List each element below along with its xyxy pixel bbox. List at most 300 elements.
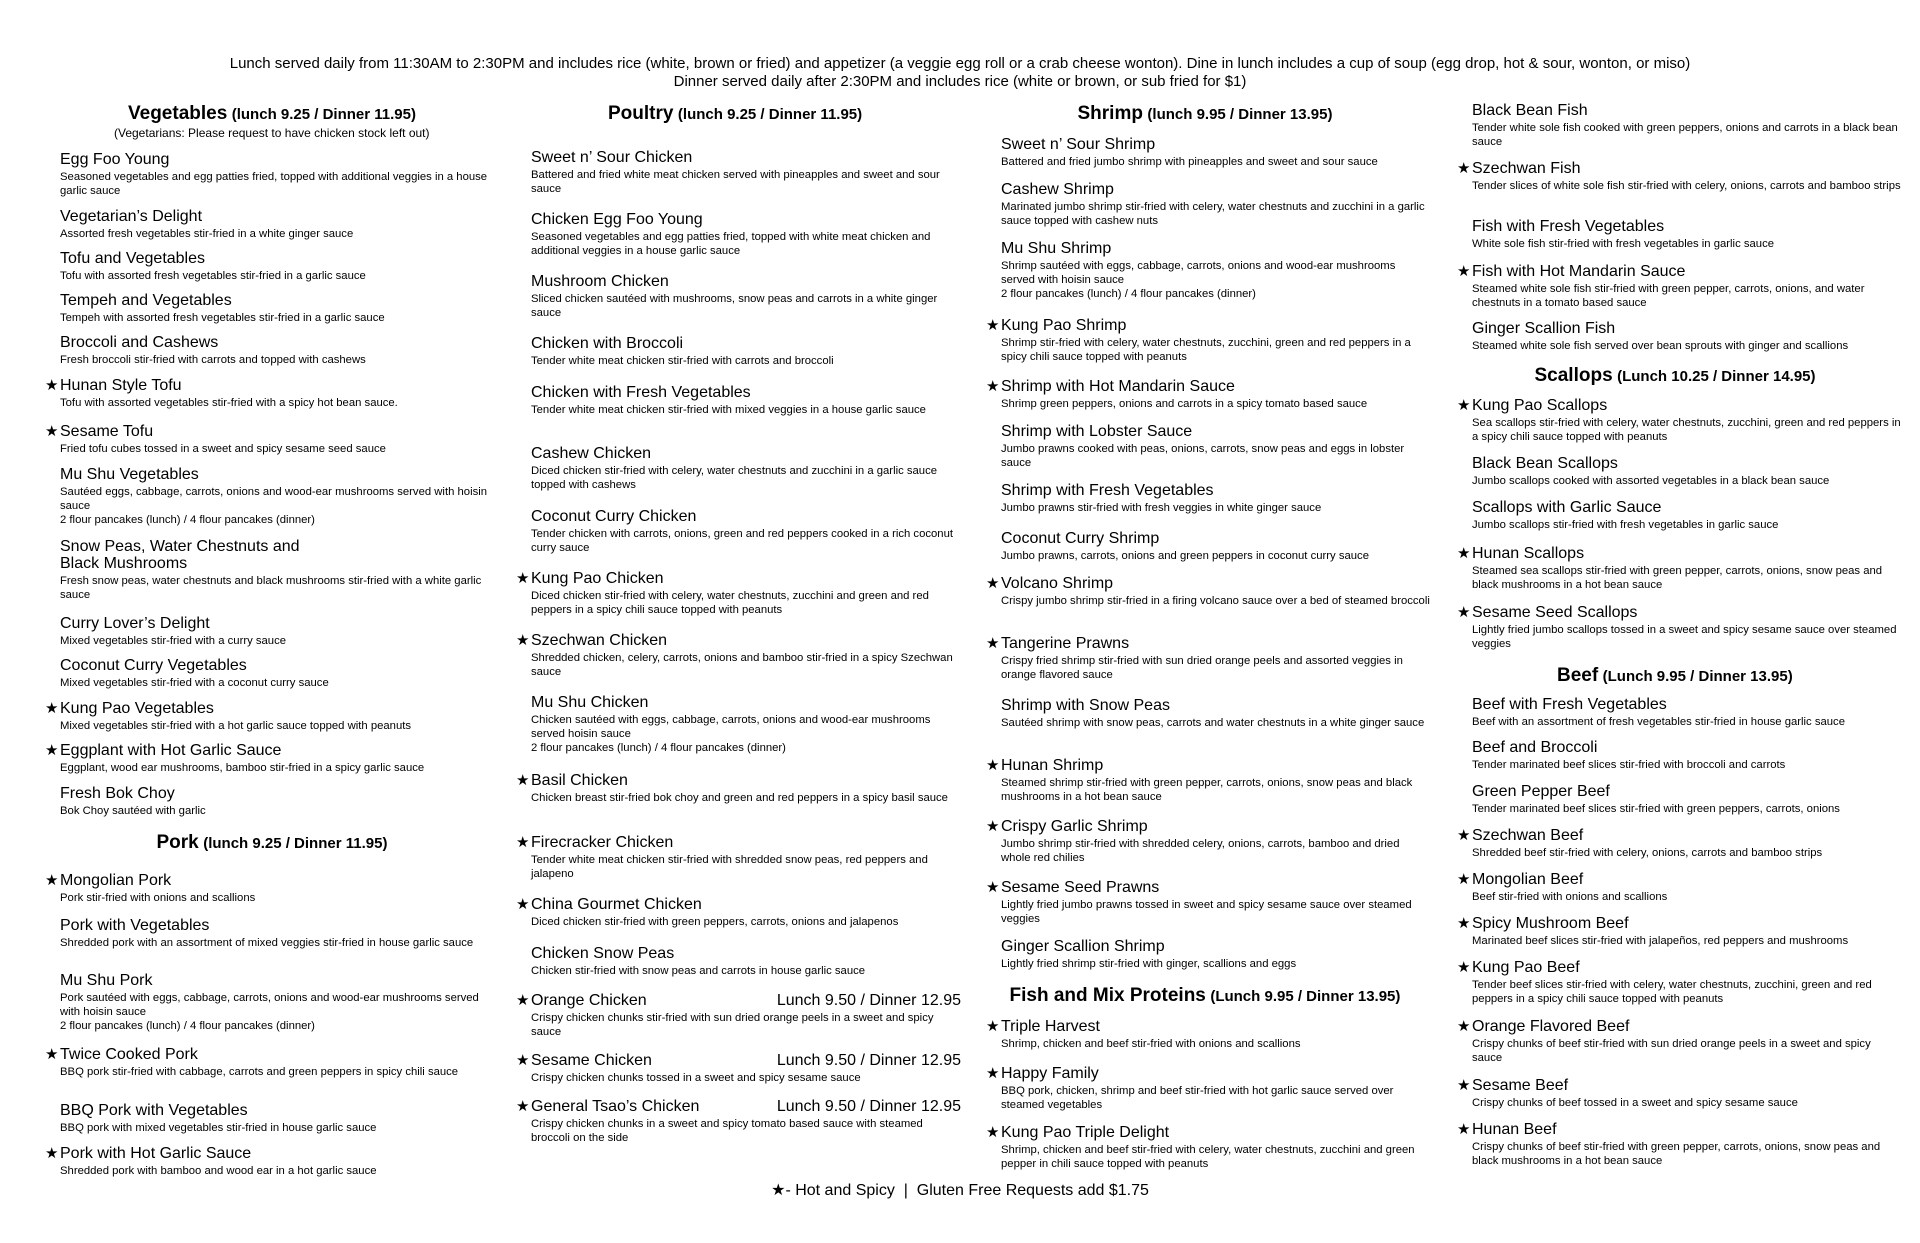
item-description: Jumbo prawns, carrots, onions and green peppers in coconut curry sauce bbox=[1001, 550, 1369, 562]
star-icon: ★ bbox=[1457, 959, 1471, 976]
star-icon: ★ bbox=[45, 872, 59, 889]
menu-item bbox=[986, 1065, 1431, 1112]
menu-item bbox=[60, 250, 490, 283]
star-icon: ★ bbox=[986, 1065, 1000, 1082]
item-name bbox=[531, 273, 961, 290]
item-description: Steamed sea scallops stir-fried with green pepper, carrots, onions, snow peas and black mushrooms in a hot bean sauce bbox=[1472, 565, 1883, 591]
item-title: Mongolian Beef bbox=[1472, 871, 1584, 888]
menu-item bbox=[1472, 499, 1902, 532]
menu-item bbox=[60, 785, 490, 818]
menu-item bbox=[531, 694, 961, 755]
item-title: Cashew Chicken bbox=[531, 445, 652, 462]
menu-item bbox=[1457, 915, 1902, 948]
item-name bbox=[1001, 136, 1431, 153]
menu-item bbox=[45, 1046, 490, 1079]
dinner-info: Dinner served daily after 2:30PM and includes rice (white or brown, or sub fried for $1) bbox=[673, 73, 1247, 90]
item-description: White sole fish stir-fried with fresh vegetables in garlic sauce bbox=[1472, 238, 1775, 250]
item-description: Crispy chunks of beef tossed in a sweet and spicy sesame sauce bbox=[1472, 1097, 1798, 1109]
item-description: Sliced chicken sautéed with mushrooms, snow peas and carrots in a white ginger sauce bbox=[531, 293, 938, 319]
item-name bbox=[516, 992, 961, 1009]
menu-item bbox=[45, 872, 490, 905]
item-description: Lightly fried jumbo scallops tossed in a sweet and spicy sesame sauce over steamed veggies bbox=[1472, 624, 1897, 650]
item-name bbox=[516, 896, 961, 913]
menu-item bbox=[1472, 455, 1902, 488]
item-description: Shrimp stir-fried with celery, water chestnuts, zucchini, green and red peppers in a spicy chili sauce topped with peanuts bbox=[1001, 337, 1411, 363]
item-description: Beef with an assortment of fresh vegetables stir-fried in house garlic sauce bbox=[1472, 716, 1845, 728]
star-icon: ★ bbox=[516, 570, 530, 587]
item-description: Assorted fresh vegetables stir-fried in a white ginger sauce bbox=[60, 228, 354, 240]
menu-item bbox=[1001, 697, 1431, 730]
item-title: Kung Pao Beef bbox=[1472, 959, 1580, 976]
item-name bbox=[60, 785, 490, 802]
item-title: Black Bean Scallops bbox=[1472, 455, 1618, 472]
item-name bbox=[60, 334, 490, 351]
item-description: Jumbo scallops cooked with assorted vegetables in a black bean sauce bbox=[1472, 475, 1830, 487]
star-icon: ★ bbox=[1457, 827, 1471, 844]
item-name bbox=[516, 834, 961, 851]
menu-item bbox=[531, 445, 961, 492]
star-icon: ★ bbox=[1457, 263, 1471, 280]
menu-item bbox=[1457, 871, 1902, 904]
item-name bbox=[45, 377, 490, 394]
section-title bbox=[1535, 365, 1816, 387]
item-description: Diced chicken stir-fried with celery, water chestnuts, zucchini and green and red peppers in a spicy chili sauce topped with peanuts bbox=[531, 590, 929, 616]
item-description: Jumbo scallops stir-fried with fresh vegetables in garlic sauce bbox=[1472, 519, 1779, 531]
section-name: Poultry bbox=[608, 103, 674, 124]
menu-item bbox=[45, 423, 490, 456]
item-title: Szechwan Beef bbox=[1472, 827, 1584, 844]
item-title: Hunan Style Tofu bbox=[60, 377, 182, 394]
item-title: Vegetarian’s Delight bbox=[60, 208, 203, 225]
item-title: Happy Family bbox=[1001, 1065, 1099, 1082]
item-name bbox=[60, 972, 490, 989]
item-title: Eggplant with Hot Garlic Sauce bbox=[60, 742, 282, 759]
star-icon: ★ bbox=[1457, 915, 1471, 932]
item-title: Kung Pao Vegetables bbox=[60, 700, 214, 717]
item-description: Shrimp, chicken and beef stir-fried with onions and scallions bbox=[1001, 1038, 1301, 1050]
item-description: Tender white meat chicken stir-fried with mixed veggies in a house garlic sauce bbox=[531, 404, 926, 416]
item-description: Shredded pork with bamboo and wood ear in a hot garlic sauce bbox=[60, 1165, 377, 1177]
item-description: Fried tofu cubes tossed in a sweet and spicy sesame seed sauce bbox=[60, 443, 386, 455]
star-icon: ★ bbox=[986, 879, 1000, 896]
item-name bbox=[1457, 604, 1902, 621]
item-description: BBQ pork stir-fried with cabbage, carrots and green peppers in spicy chili sauce bbox=[60, 1066, 459, 1078]
item-name bbox=[45, 1145, 490, 1162]
item-title: Kung Pao Shrimp bbox=[1001, 317, 1127, 334]
item-title: Egg Foo Young bbox=[60, 151, 170, 168]
section-name: Fish and Mix Proteins bbox=[1009, 985, 1206, 1006]
item-name bbox=[60, 250, 490, 267]
star-icon: ★ bbox=[516, 1052, 530, 1069]
menu-item bbox=[45, 377, 490, 410]
menu-item bbox=[1457, 604, 1902, 651]
item-title: Twice Cooked Pork bbox=[60, 1046, 198, 1063]
menu-item bbox=[1457, 1018, 1902, 1065]
menu-item bbox=[1001, 530, 1431, 563]
item-title: Curry Lover’s Delight bbox=[60, 615, 210, 632]
star-icon: ★ bbox=[1457, 160, 1471, 177]
section-title bbox=[608, 103, 862, 125]
menu-item bbox=[1457, 1121, 1902, 1168]
menu-item bbox=[1457, 1077, 1902, 1110]
section-price: (Lunch 9.95 / Dinner 13.95) bbox=[1602, 668, 1793, 685]
star-icon: ★ bbox=[45, 742, 59, 759]
menu-item bbox=[1457, 263, 1902, 310]
item-title: Crispy Garlic Shrimp bbox=[1001, 818, 1148, 835]
item-description: Lightly fried jumbo prawns tossed in sweet and spicy sesame sauce over steamed veggies bbox=[1001, 899, 1412, 925]
menu-item bbox=[986, 635, 1431, 682]
item-description: Tender beef slices stir-fried with celery, water chestnuts, zucchini, green and red peppers in a spicy chili sauce topped with peanuts bbox=[1472, 979, 1872, 1005]
star-icon: ★ bbox=[1457, 1077, 1471, 1094]
item-title: Broccoli and Cashews bbox=[60, 334, 219, 351]
item-title: Sesame Seed Scallops bbox=[1472, 604, 1638, 621]
item-name bbox=[531, 694, 961, 711]
item-description: Tender marinated beef slices stir-fried with green peppers, carrots, onions bbox=[1472, 803, 1840, 815]
menu-item bbox=[516, 1098, 961, 1145]
lunch-info: Lunch served daily from 11:30AM to 2:30PM and includes rice (white, brown or fried) and appetizer (a veggie egg roll or a crab cheese wonton). Dine in lunch includes a cup of soup (egg drop, hot & sour, wonton, or miso) bbox=[229, 55, 1691, 72]
menu-item bbox=[1001, 423, 1431, 470]
item-title: Spicy Mushroom Beef bbox=[1472, 915, 1629, 932]
item-description: Seasoned vegetables and egg patties fried, topped with white meat chicken and additional veggies in a house garlic sauce bbox=[531, 231, 931, 257]
item-description: Beef stir-fried with onions and scallions bbox=[1472, 891, 1668, 903]
menu-item bbox=[45, 742, 490, 775]
item-description: Crispy chunks of beef stir-fried with sun dried orange peels in a sweet and spicy sauce bbox=[1472, 1038, 1871, 1064]
item-title: Kung Pao Scallops bbox=[1472, 397, 1608, 414]
menu-item bbox=[1472, 320, 1902, 353]
item-description: Chicken breast stir-fried bok choy and green and red peppers in a spicy basil sauce bbox=[531, 792, 948, 804]
item-name bbox=[986, 757, 1431, 774]
item-title: Sweet n’ Sour Shrimp bbox=[1001, 136, 1156, 153]
item-description: Steamed shrimp stir-fried with green pepper, carrots, onions, snow peas and black mushrooms in a hot bean sauce bbox=[1001, 777, 1413, 803]
item-description: Lightly fried shrimp stir-fried with ginger, scallions and eggs bbox=[1001, 958, 1297, 970]
item-name bbox=[60, 292, 490, 309]
item-title: Sesame Seed Prawns bbox=[1001, 879, 1160, 896]
menu-item bbox=[60, 292, 490, 325]
menu-item bbox=[60, 615, 490, 648]
section-title bbox=[1078, 103, 1333, 125]
section-title bbox=[157, 832, 388, 854]
menu-item bbox=[986, 1124, 1431, 1171]
item-name bbox=[1457, 545, 1902, 562]
item-title: China Gourmet Chicken bbox=[531, 896, 702, 913]
item-name bbox=[1001, 240, 1431, 257]
item-title: Mu Shu Pork bbox=[60, 972, 153, 989]
menu-item bbox=[1457, 827, 1902, 860]
section-note: (Vegetarians: Please request to have chicken stock left out) bbox=[114, 126, 430, 140]
section-price: (Lunch 10.25 / Dinner 14.95) bbox=[1617, 368, 1816, 385]
item-title: Kung Pao Triple Delight bbox=[1001, 1124, 1170, 1141]
item-description: Battered and fried white meat chicken served with pineapples and sweet and sour sauce bbox=[531, 169, 940, 195]
section-price: (lunch 9.25 / Dinner 11.95) bbox=[231, 106, 416, 123]
item-description: Sautéed shrimp with snow peas, carrots and water chestnuts in a white ginger sauce bbox=[1001, 717, 1425, 729]
menu-item bbox=[531, 508, 961, 555]
menu-item bbox=[45, 1145, 490, 1178]
item-description: Diced chicken stir-fried with green peppers, carrots, onions and jalapenos bbox=[531, 916, 899, 928]
menu-item bbox=[516, 992, 961, 1039]
item-description: Eggplant, wood ear mushrooms, bamboo stir-fried in a spicy garlic sauce bbox=[60, 762, 425, 774]
item-name bbox=[1472, 696, 1902, 713]
item-title: Tangerine Prawns bbox=[1001, 635, 1130, 652]
section-name: Beef bbox=[1557, 665, 1599, 686]
menu-item bbox=[986, 818, 1431, 865]
item-description: Shrimp green peppers, onions and carrots in a spicy tomato based sauce bbox=[1001, 398, 1368, 410]
menu-item bbox=[986, 757, 1431, 804]
item-name bbox=[1457, 1018, 1902, 1035]
menu-item bbox=[516, 772, 961, 805]
item-description: Sautéed eggs, cabbage, carrots, onions and wood-ear mushrooms served with hoisin sauce bbox=[60, 486, 488, 512]
menu-item bbox=[516, 632, 961, 679]
section-price: (Lunch 9.95 / Dinner 13.95) bbox=[1210, 988, 1401, 1005]
star-icon: ★ bbox=[986, 317, 1000, 334]
star-icon: ★ bbox=[1457, 1121, 1471, 1138]
item-name bbox=[531, 211, 961, 228]
section-name: Scallops bbox=[1534, 365, 1613, 386]
item-name bbox=[45, 1046, 490, 1063]
item-title: Szechwan Fish bbox=[1472, 160, 1581, 177]
item-description: Seasoned vegetables and egg patties fried, topped with additional veggies in a house garlic sauce bbox=[60, 171, 488, 197]
section-name: Shrimp bbox=[1077, 103, 1143, 124]
item-description: Mixed vegetables stir-fried with a coconut curry sauce bbox=[60, 677, 329, 689]
item-description: Battered and fried jumbo shrimp with pineapples and sweet and sour sauce bbox=[1001, 156, 1378, 168]
item-description: BBQ pork with mixed vegetables stir-fried in house garlic sauce bbox=[60, 1122, 377, 1134]
menu-item bbox=[1001, 482, 1431, 515]
item-title: Shrimp with Snow Peas bbox=[1001, 697, 1170, 714]
menu-item bbox=[1001, 136, 1431, 169]
item-title: Orange Chicken bbox=[531, 992, 647, 1009]
menu-item bbox=[60, 538, 490, 602]
star-icon: ★ bbox=[45, 1145, 59, 1162]
item-title: Fish with Fresh Vegetables bbox=[1472, 218, 1665, 235]
menu-item bbox=[60, 208, 490, 241]
item-name bbox=[531, 384, 961, 401]
menu-item bbox=[986, 317, 1431, 364]
item-title: Shrimp with Hot Mandarin Sauce bbox=[1001, 378, 1235, 395]
item-description: Steamed white sole fish served over bean sprouts with ginger and scallions bbox=[1472, 340, 1849, 352]
menu-header bbox=[0, 55, 1920, 91]
star-icon: ★ bbox=[1457, 1018, 1471, 1035]
item-title: Beef with Fresh Vegetables bbox=[1472, 696, 1667, 713]
item-title: Chicken with Fresh Vegetables bbox=[531, 384, 751, 401]
star-icon: ★ bbox=[986, 1124, 1000, 1141]
menu-item bbox=[1001, 938, 1431, 971]
menu-item bbox=[1001, 181, 1431, 228]
menu-item bbox=[986, 378, 1431, 411]
menu-item bbox=[516, 896, 961, 929]
item-title: Beef and Broccoli bbox=[1472, 739, 1598, 756]
item-name bbox=[60, 615, 490, 632]
item-price: Lunch 9.50 / Dinner 12.95 bbox=[776, 1098, 961, 1115]
menu-item bbox=[1472, 739, 1902, 772]
item-name bbox=[986, 1018, 1431, 1035]
item-title: Mongolian Pork bbox=[60, 872, 172, 889]
menu-item bbox=[1472, 696, 1902, 729]
menu-item bbox=[60, 466, 490, 527]
item-title: Sweet n’ Sour Chicken bbox=[531, 149, 693, 166]
item-title: Coconut Curry Vegetables bbox=[60, 657, 247, 674]
star-icon: ★ bbox=[1457, 871, 1471, 888]
item-description: Crispy chicken chunks tossed in a sweet and spicy sesame sauce bbox=[531, 1072, 861, 1084]
star-icon: ★ bbox=[986, 575, 1000, 592]
item-name bbox=[1457, 397, 1902, 414]
menu-item bbox=[531, 384, 961, 417]
footer-legend: - Hot and Spicy | Gluten Free Requests add $1.75 bbox=[785, 1182, 1149, 1199]
item-name bbox=[986, 818, 1431, 835]
item-description: Tender marinated beef slices stir-fried with broccoli and carrots bbox=[1472, 759, 1786, 771]
item-description: Crispy chunks of beef stir-fried with green pepper, carrots, onions, snow peas and black mushrooms in a hot bean sauce bbox=[1472, 1141, 1881, 1167]
item-name bbox=[1001, 482, 1431, 499]
item-description: Shrimp, chicken and beef stir-fried with celery, water chestnuts, zucchini and green pepper in chili sauce topped with peanuts bbox=[1001, 1144, 1415, 1170]
item-name bbox=[516, 772, 961, 789]
item-title: Fresh Bok Choy bbox=[60, 785, 175, 802]
item-description: BBQ pork, chicken, shrimp and beef stir-fried with hot garlic sauce served over steamed vegetables bbox=[1001, 1085, 1394, 1111]
menu-item bbox=[60, 1102, 490, 1135]
item-name bbox=[60, 208, 490, 225]
item-title: Kung Pao Chicken bbox=[531, 570, 664, 587]
star-icon: ★ bbox=[516, 896, 530, 913]
menu-item bbox=[531, 149, 961, 196]
menu-item bbox=[60, 657, 490, 690]
item-title: BBQ Pork with Vegetables bbox=[60, 1102, 248, 1119]
item-name bbox=[1472, 455, 1902, 472]
item-name bbox=[1457, 827, 1902, 844]
item-title: Mu Shu Shrimp bbox=[1001, 240, 1112, 257]
item-name bbox=[45, 742, 490, 759]
menu-footer bbox=[0, 1180, 1920, 1200]
menu-item bbox=[1001, 240, 1431, 301]
item-description: Shrimp sautéed with eggs, cabbage, carrots, onions and wood-ear mushrooms served with hoisin sauce bbox=[1001, 260, 1396, 286]
item-name bbox=[60, 917, 490, 934]
item-title: Szechwan Chicken bbox=[531, 632, 668, 649]
item-name bbox=[45, 423, 490, 440]
item-name bbox=[531, 508, 961, 525]
menu-item bbox=[516, 834, 961, 881]
menu-item bbox=[60, 917, 490, 950]
item-name bbox=[516, 570, 961, 587]
item-description: Pork sautéed with eggs, cabbage, carrots, onions and wood-ear mushrooms served with hoisin sauce bbox=[60, 992, 479, 1018]
section-title bbox=[1010, 985, 1401, 1007]
item-name bbox=[60, 657, 490, 674]
item-title: Ginger Scallion Fish bbox=[1472, 320, 1616, 337]
item-description: Shredded beef stir-fried with celery, onions, carrots and bamboo strips bbox=[1472, 847, 1823, 859]
item-name bbox=[1472, 783, 1902, 800]
section-name: Pork bbox=[156, 832, 199, 853]
item-description: Shredded pork with an assortment of mixed veggies stir-fried in house garlic sauce bbox=[60, 937, 474, 949]
menu-item bbox=[516, 570, 961, 617]
item-description: Marinated jumbo shrimp stir-fried with celery, water chestnuts and zucchini in a garlic sauce topped with cashew nuts bbox=[1001, 201, 1425, 227]
item-name bbox=[1472, 218, 1902, 235]
menu-item bbox=[986, 1018, 1431, 1051]
menu-item bbox=[1457, 545, 1902, 592]
item-title: Hunan Shrimp bbox=[1001, 757, 1104, 774]
item-description: Bok Choy sautéed with garlic bbox=[60, 805, 206, 817]
menu-item bbox=[531, 945, 961, 978]
item-name bbox=[531, 149, 961, 166]
item-title: Chicken with Broccoli bbox=[531, 335, 684, 352]
item-title: Basil Chicken bbox=[531, 772, 628, 789]
item-title: Coconut Curry Shrimp bbox=[1001, 530, 1160, 547]
item-description: Jumbo prawns stir-fried with fresh veggies in white ginger sauce bbox=[1001, 502, 1322, 514]
item-title: Sesame Beef bbox=[1472, 1077, 1569, 1094]
item-title: Mu Shu Chicken bbox=[531, 694, 649, 711]
item-title: Black Bean Fish bbox=[1472, 102, 1588, 119]
star-icon: ★ bbox=[986, 818, 1000, 835]
item-name bbox=[1001, 181, 1431, 198]
section-price: (lunch 9.25 / Dinner 11.95) bbox=[203, 835, 388, 852]
item-name bbox=[531, 335, 961, 352]
item-title: Snow Peas, Water Chestnuts and bbox=[60, 538, 300, 555]
item-title: Orange Flavored Beef bbox=[1472, 1018, 1630, 1035]
item-name bbox=[1001, 697, 1431, 714]
item-title: Hunan Beef bbox=[1472, 1121, 1557, 1138]
item-description: Tofu with assorted fresh vegetables stir-fried in a garlic sauce bbox=[60, 270, 366, 282]
section-title bbox=[128, 103, 416, 125]
star-icon: ★ bbox=[45, 1046, 59, 1063]
item-name bbox=[60, 538, 490, 555]
item-title: Firecracker Chicken bbox=[531, 834, 674, 851]
star-icon: ★ bbox=[516, 632, 530, 649]
item-title: Chicken Egg Foo Young bbox=[531, 211, 703, 228]
star-icon: ★ bbox=[1457, 604, 1471, 621]
item-description: Shredded chicken, celery, carrots, onions and bamboo stir-fried in a spicy Szechwan sauce bbox=[531, 652, 953, 678]
item-price: Lunch 9.50 / Dinner 12.95 bbox=[776, 1052, 961, 1069]
item-description: Diced chicken stir-fried with celery, water chestnuts and zucchini in a garlic sauce topped with cashews bbox=[531, 465, 938, 491]
star-icon: ★ bbox=[986, 1018, 1000, 1035]
star-icon: ★ bbox=[516, 1098, 530, 1115]
item-name bbox=[986, 1065, 1431, 1082]
item-name bbox=[60, 466, 490, 483]
item-name bbox=[986, 317, 1431, 334]
star-icon: ★ bbox=[1457, 397, 1471, 414]
menu-item bbox=[531, 211, 961, 258]
item-name bbox=[516, 1098, 961, 1115]
item-description-extra: 2 flour pancakes (lunch) / 4 flour pancakes (dinner) bbox=[60, 1020, 315, 1032]
menu-item bbox=[1472, 102, 1902, 149]
item-title: Volcano Shrimp bbox=[1001, 575, 1114, 592]
item-description: Tender white sole fish cooked with green peppers, onions and carrots in a black bean sauce bbox=[1472, 122, 1898, 148]
star-icon: ★ bbox=[1457, 545, 1471, 562]
item-description: Fresh broccoli stir-fried with carrots and topped with cashews bbox=[60, 354, 366, 366]
item-title: Pork with Hot Garlic Sauce bbox=[60, 1145, 252, 1162]
menu-item bbox=[1457, 959, 1902, 1006]
star-icon: ★ bbox=[45, 700, 59, 717]
item-description: Fresh snow peas, water chestnuts and black mushrooms stir-fried with a white garlic sauce bbox=[60, 575, 482, 601]
star-icon: ★ bbox=[771, 1182, 786, 1199]
item-title: Chicken Snow Peas bbox=[531, 945, 675, 962]
menu-item bbox=[1457, 160, 1902, 193]
item-description-extra: 2 flour pancakes (lunch) / 4 flour pancakes (dinner) bbox=[531, 742, 786, 754]
star-icon: ★ bbox=[45, 423, 59, 440]
item-title: Sesame Tofu bbox=[60, 423, 154, 440]
menu-item bbox=[531, 335, 961, 368]
menu-item bbox=[986, 575, 1431, 608]
item-title: Mushroom Chicken bbox=[531, 273, 669, 290]
item-title: Pork with Vegetables bbox=[60, 917, 210, 934]
item-title: Green Pepper Beef bbox=[1472, 783, 1610, 800]
item-title: Fish with Hot Mandarin Sauce bbox=[1472, 263, 1686, 280]
item-name bbox=[1457, 915, 1902, 932]
item-price: Lunch 9.50 / Dinner 12.95 bbox=[776, 992, 961, 1009]
item-name bbox=[60, 151, 490, 168]
item-name bbox=[1457, 959, 1902, 976]
menu-item bbox=[986, 879, 1431, 926]
item-description: Crispy fried shrimp stir-fried with sun dried orange peels and assorted veggies in orange flavored sauce bbox=[1001, 655, 1403, 681]
item-title: Cashew Shrimp bbox=[1001, 181, 1114, 198]
item-title: Tempeh and Vegetables bbox=[60, 292, 232, 309]
item-description: Mixed vegetables stir-fried with a hot garlic sauce topped with peanuts bbox=[60, 720, 412, 732]
item-title-line2: Black Mushrooms bbox=[60, 555, 188, 572]
star-icon: ★ bbox=[516, 772, 530, 789]
item-title: Sesame Chicken bbox=[531, 1052, 652, 1069]
